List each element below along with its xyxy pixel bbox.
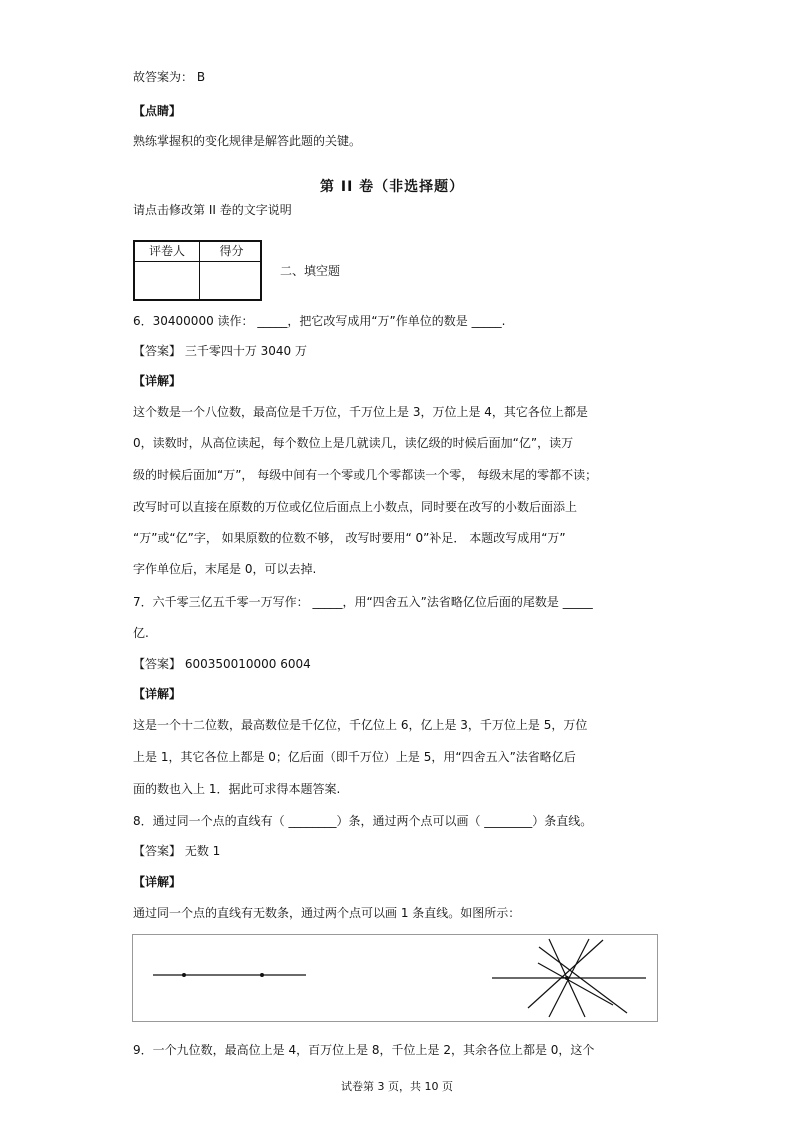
lines-diagram xyxy=(133,935,657,1021)
line-through-point-5 xyxy=(539,947,627,1013)
question-6-explain-line-3: 级的时候后面加“万”， 每级中间有一个零或几个零都读一个零， 每级末尾的零都不读； xyxy=(133,468,598,482)
question-6: 6．30400000 读作： _____，把它改写成用“万”作单位的数是 _____. xyxy=(133,314,506,328)
question-6-explain-line-4: 改写时可以直接在原数的万位或亿位后面点上小数点，同时要在改写的小数后面添上 xyxy=(133,500,578,514)
score-table xyxy=(133,240,262,301)
question-8: 8．通过同一个点的直线有（ ________）条，通过两个点可以画（ ________）条直线。 xyxy=(133,814,593,828)
table-divider-vertical xyxy=(199,242,200,299)
point-b xyxy=(260,973,264,977)
page-footer: 试卷第 3 页，共 10 页 xyxy=(341,1080,453,1093)
lines-figure xyxy=(132,934,658,1022)
question-8-explain-heading: 【详解】 xyxy=(133,875,182,889)
shared-point xyxy=(565,976,569,980)
question-6-explain-line-1: 这个数是一个八位数，最高位是千万位，千万位上是 3，万位上是 4，其它各位上都是 xyxy=(133,405,588,419)
line-through-point-4 xyxy=(538,963,613,1005)
section-heading-fill-blank: 二、填空题 xyxy=(280,264,341,278)
question-6-explain-line-5: “万”或“亿”字， 如果原数的位数不够， 改写时要用“ 0”补足． 本题改写成用“万” xyxy=(133,531,566,545)
score-table-grader-header: 评卷人 xyxy=(148,244,185,258)
question-8-explain-line-1: 通过同一个点的直线有无数条，通过两个点可以画 1 条直线。如图所示： xyxy=(133,906,521,920)
tip-text: 熟练掌握积的变化规律是解答此题的关键。 xyxy=(133,134,362,148)
score-table-score-header: 得分 xyxy=(219,244,244,258)
question-7-cont: 亿. xyxy=(133,626,149,640)
section-title: 第 II 卷（非选择题） xyxy=(320,179,465,195)
section-instruction: 请点击修改第 II 卷的文字说明 xyxy=(133,203,292,217)
question-8-answer: 【答案】 无数 1 xyxy=(133,844,221,858)
point-a xyxy=(182,973,186,977)
question-7: 7．六千零三亿五千零一万写作： _____，用“四舍五入”法省略亿位后面的尾数是 _____ xyxy=(133,595,593,609)
table-divider-horizontal xyxy=(135,261,260,262)
question-6-explain-line-6: 字作单位后，末尾是 0，可以去掉. xyxy=(133,562,317,576)
answer-line: 故答案为： B xyxy=(133,70,206,84)
question-9: 9．一个九位数，最高位上是 4，百万位上是 8，千位上是 2，其余各位上都是 0，这个 xyxy=(133,1043,595,1057)
question-7-explain-line-1: 这是一个十二位数，最高数位是千亿位，千亿位上 6，亿上是 3，千万位上是 5，万位 xyxy=(133,718,588,732)
question-7-answer: 【答案】 600350010000 6004 xyxy=(133,657,311,671)
tip-heading: 【点睛】 xyxy=(133,104,182,118)
question-6-explain-heading: 【详解】 xyxy=(133,374,182,388)
question-6-answer: 【答案】 三千零四十万 3040 万 xyxy=(133,344,307,358)
question-6-explain-line-2: 0，读数时，从高位读起，每个数位上是几就读几，读亿级的时候后面加“亿”，读万 xyxy=(133,436,574,450)
question-7-explain-heading: 【详解】 xyxy=(133,687,182,701)
question-7-explain-line-2: 上是 1，其它各位上都是 0；亿后面（即千万位）上是 5，用“四舍五入”法省略亿后 xyxy=(133,750,576,764)
question-7-explain-line-3: 面的数也入上 1．据此可求得本题答案. xyxy=(133,782,341,796)
line-through-point-6 xyxy=(528,940,603,1008)
